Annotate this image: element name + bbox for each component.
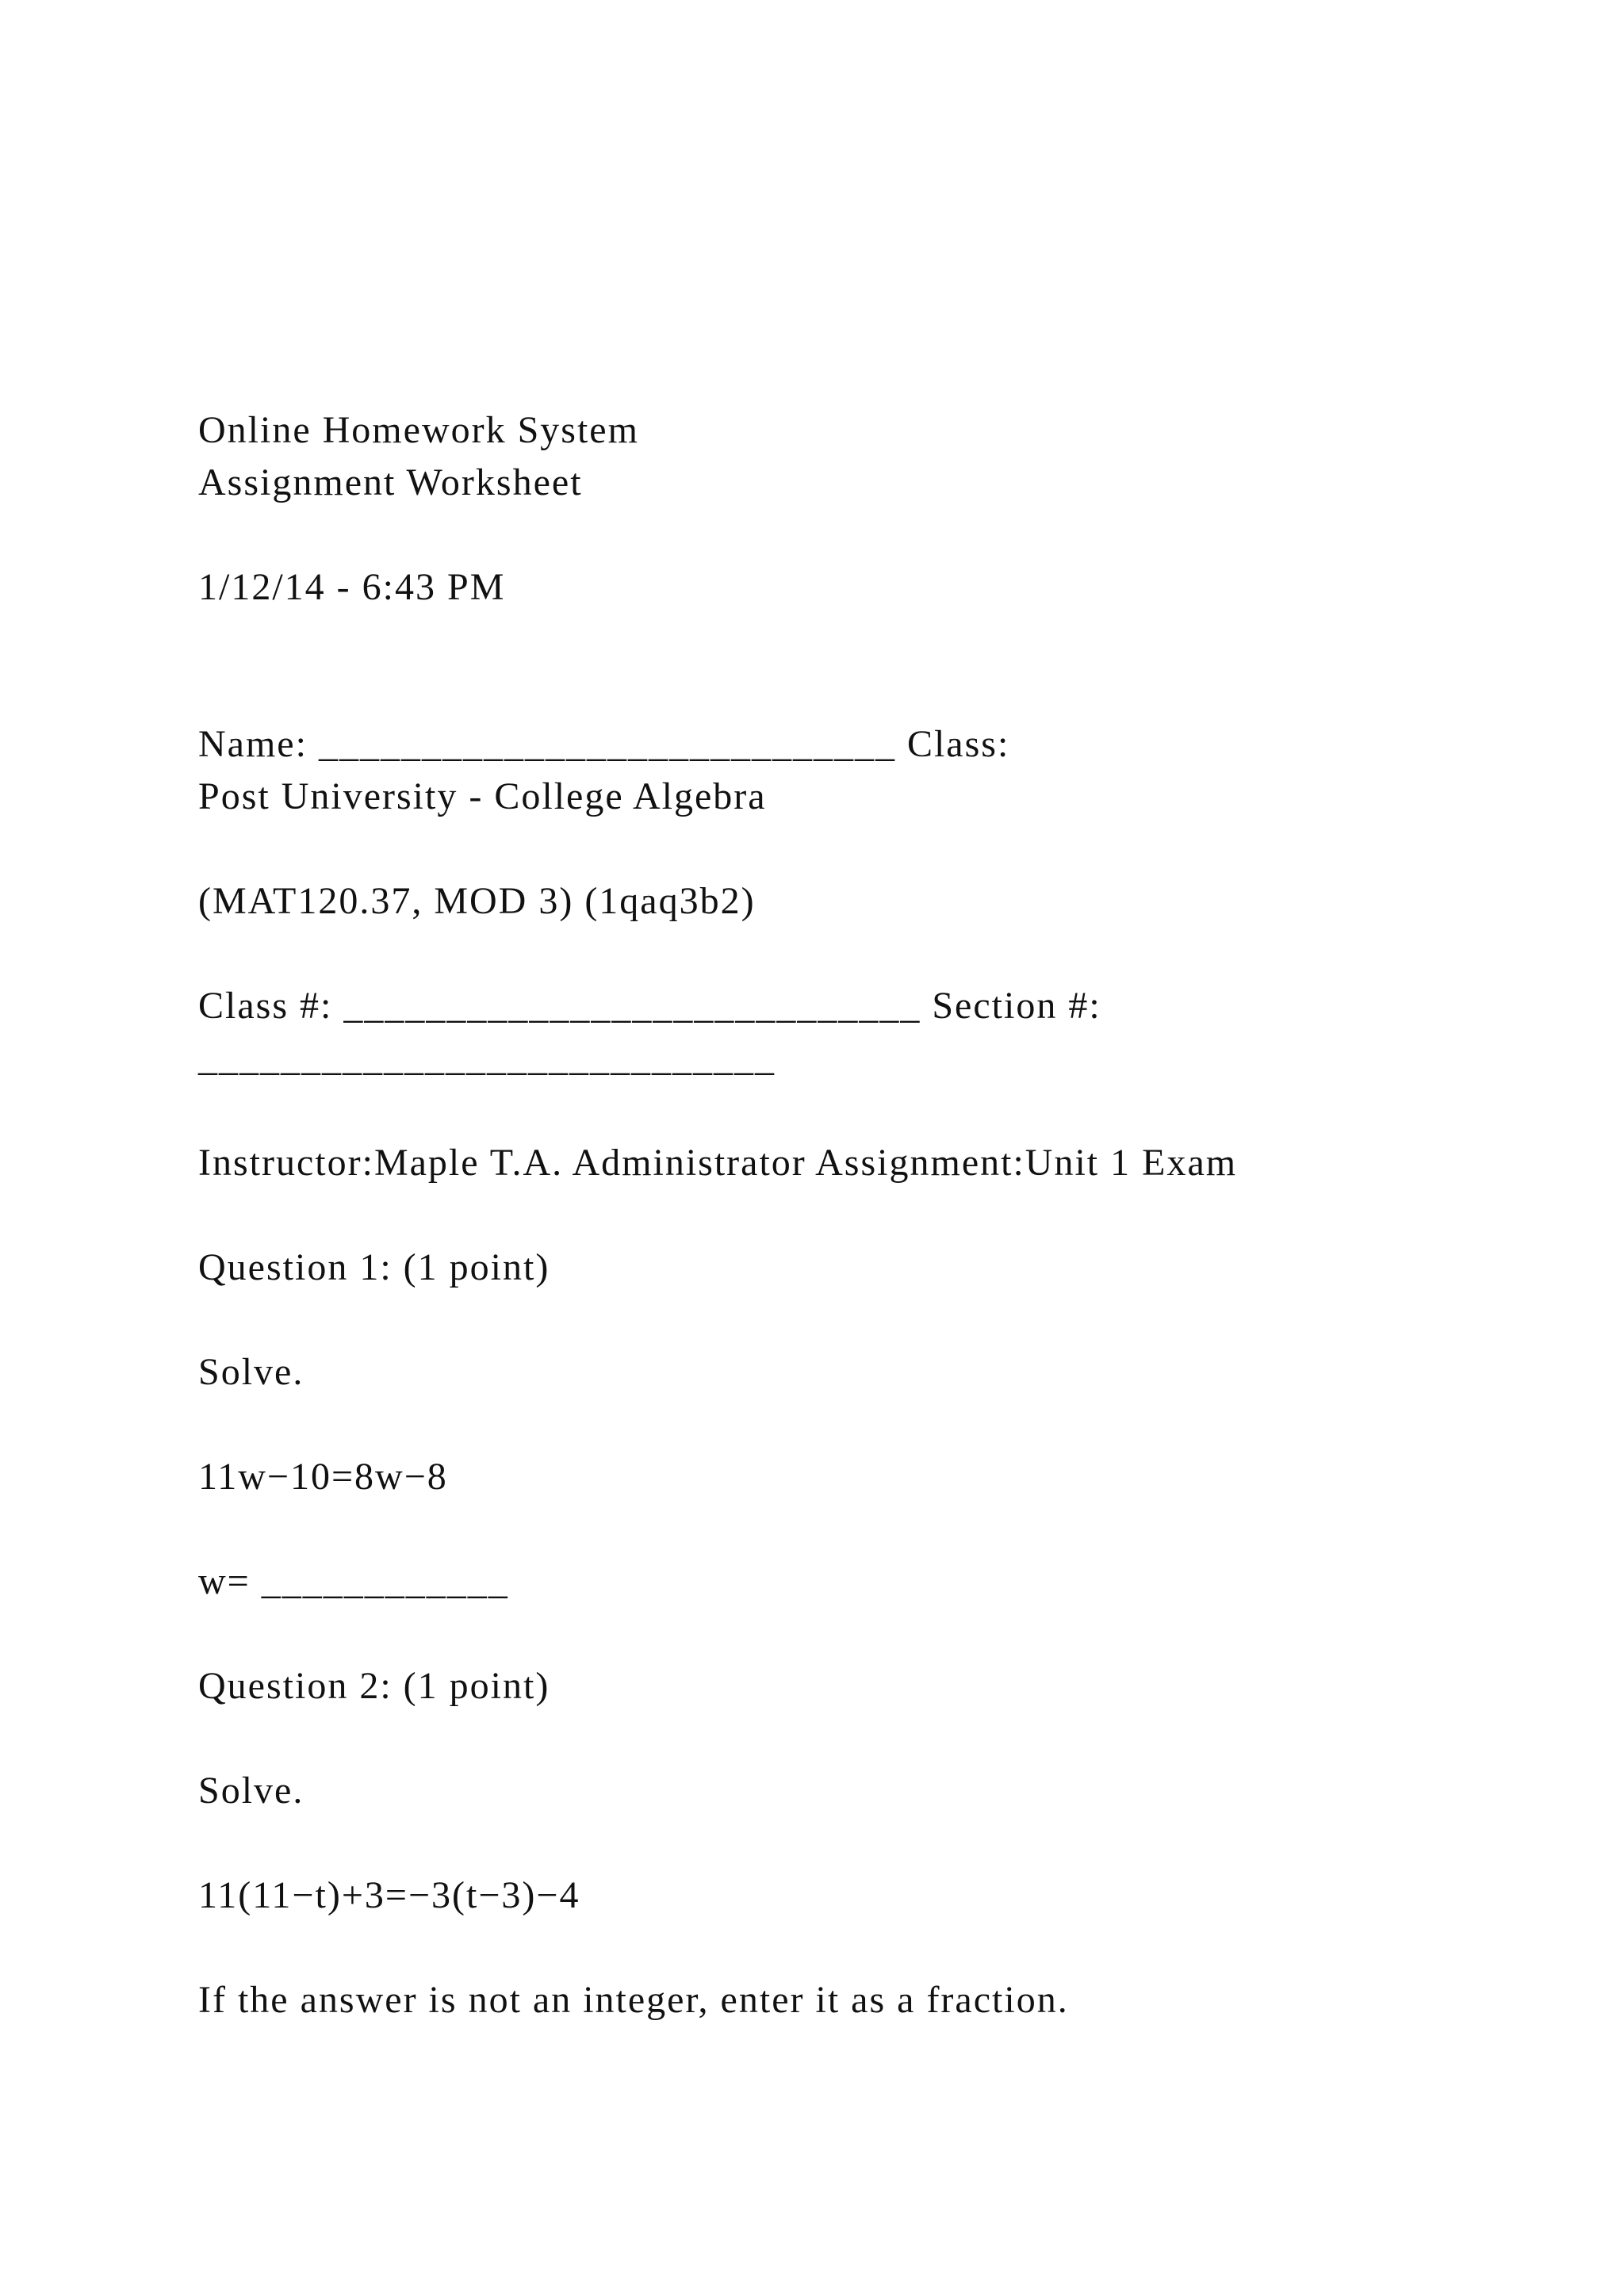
question-2-instruction: Solve. [198, 1770, 304, 1812]
question-1-heading: Question 1: (1 point) [198, 1246, 550, 1288]
worksheet-datetime: 1/12/14 - 6:43 PM [198, 566, 506, 608]
question-2-note: If the answer is not an integer, enter it as a fraction. [198, 1979, 1069, 2021]
worksheet-title: Assignment Worksheet [198, 461, 583, 503]
question-2-heading: Question 2: (1 point) [198, 1665, 550, 1707]
instructor-assignment-line: Instructor:Maple T.A. Administrator Assignment:Unit 1 Exam [198, 1142, 1238, 1184]
class-section-line: Class #: ____________________________ Section #: [198, 985, 1101, 1027]
question-1-instruction: Solve. [198, 1351, 304, 1393]
class-code: (MAT120.37, MOD 3) (1qaq3b2) [198, 880, 756, 922]
system-name: Online Homework System [198, 409, 639, 451]
question-1-answer-line: w= ____________ [198, 1560, 509, 1602]
question-2-equation: 11(11−t)+3=−3(t−3)−4 [198, 1874, 580, 1916]
worksheet-content [198, 404, 1546, 2026]
name-class-line: Name: ____________________________ Class: [198, 723, 1010, 765]
section-blank: ____________________________ [198, 1037, 776, 1079]
class-name: Post University - College Algebra [198, 775, 767, 817]
question-1-equation: 11w−10=8w−8 [198, 1456, 448, 1498]
